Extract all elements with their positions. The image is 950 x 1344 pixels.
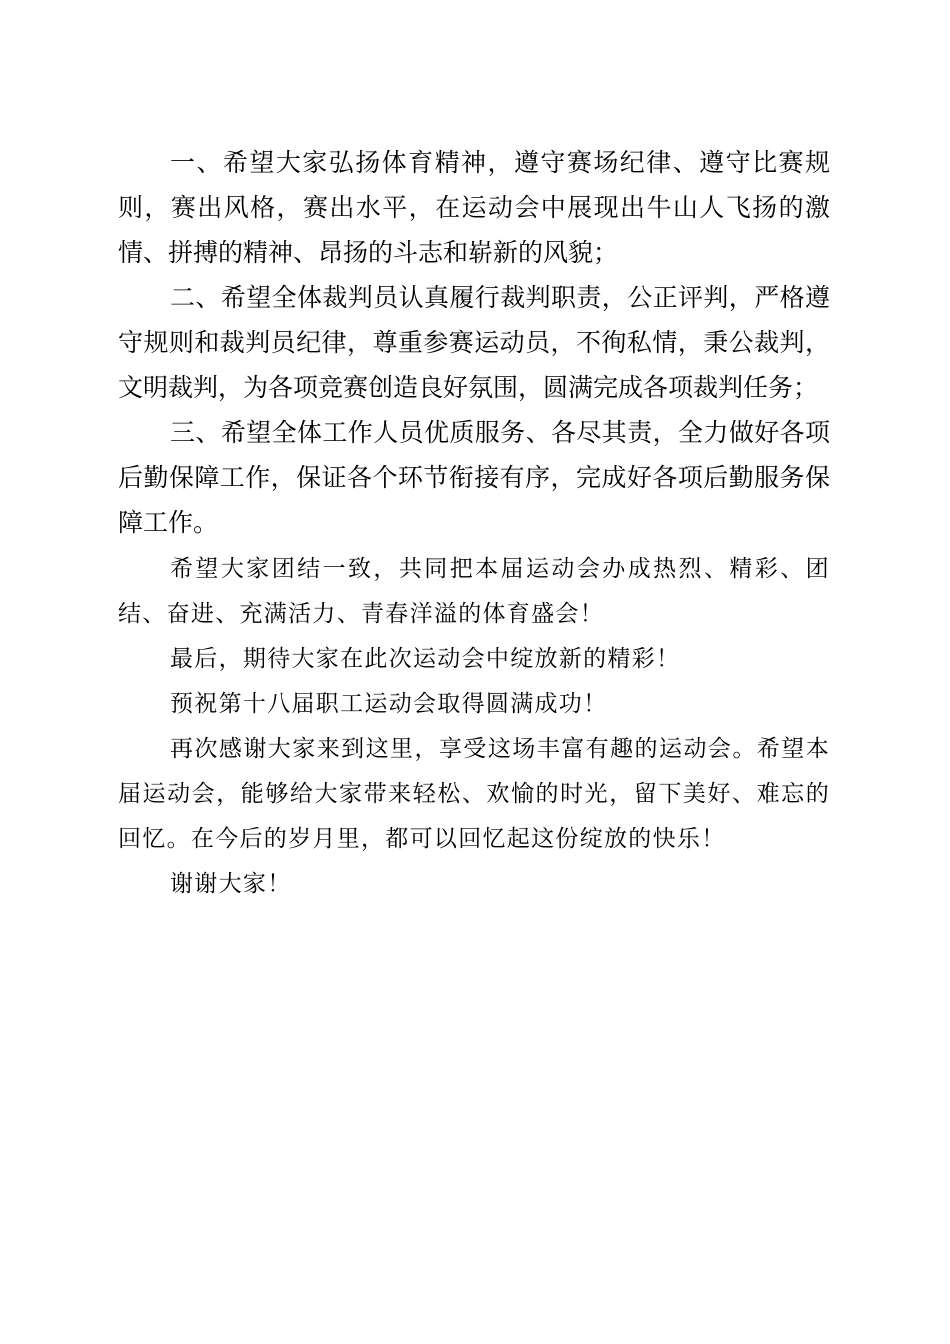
document-body (118, 140, 830, 907)
paragraph-thanks-again: 再次感谢大家来到这里，享受这场丰富有趣的运动会。希望本届运动会，能够给大家带来轻松、欢愉的时光，留下美好、难忘的回忆。在今后的岁月里，都可以回忆起这份绽放的快乐！ (118, 736, 830, 852)
paragraph-wish-success: 预祝第十八届职工运动会取得圆满成功！ (170, 691, 608, 717)
paragraph-sports-spirit: 一、希望大家弘扬体育精神，遵守赛场纪律、遵守比赛规则，赛出风格，赛出水平，在运动会中展现出牛山人飞扬的激情、拼搏的精神、昂扬的斗志和崭新的风貌； (118, 148, 830, 267)
paragraph-referees: 二、希望全体裁判员认真履行裁判职责，公正评判，严格遵守规则和裁判员纪律，尊重参赛运动员，不徇私情，秉公裁判，文明裁判，为各项竞赛创造良好氛围，圆满完成各项裁判任务； (118, 283, 830, 402)
paragraph-staff: 三、希望全体工作人员优质服务、各尽其责，全力做好各项后勤保障工作，保证各个环节衔接有序，完成好各项后勤服务保障工作。 (118, 418, 830, 537)
paragraph-unity: 希望大家团结一致，共同把本届运动会办成热烈、精彩、团结、奋进、充满活力、青春洋溢的体育盛会！ (118, 556, 830, 627)
paragraph-expectation: 最后，期待大家在此次运动会中绽放新的精彩！ (170, 646, 681, 672)
paragraph-closing-thanks: 谢谢大家！ (170, 871, 292, 897)
